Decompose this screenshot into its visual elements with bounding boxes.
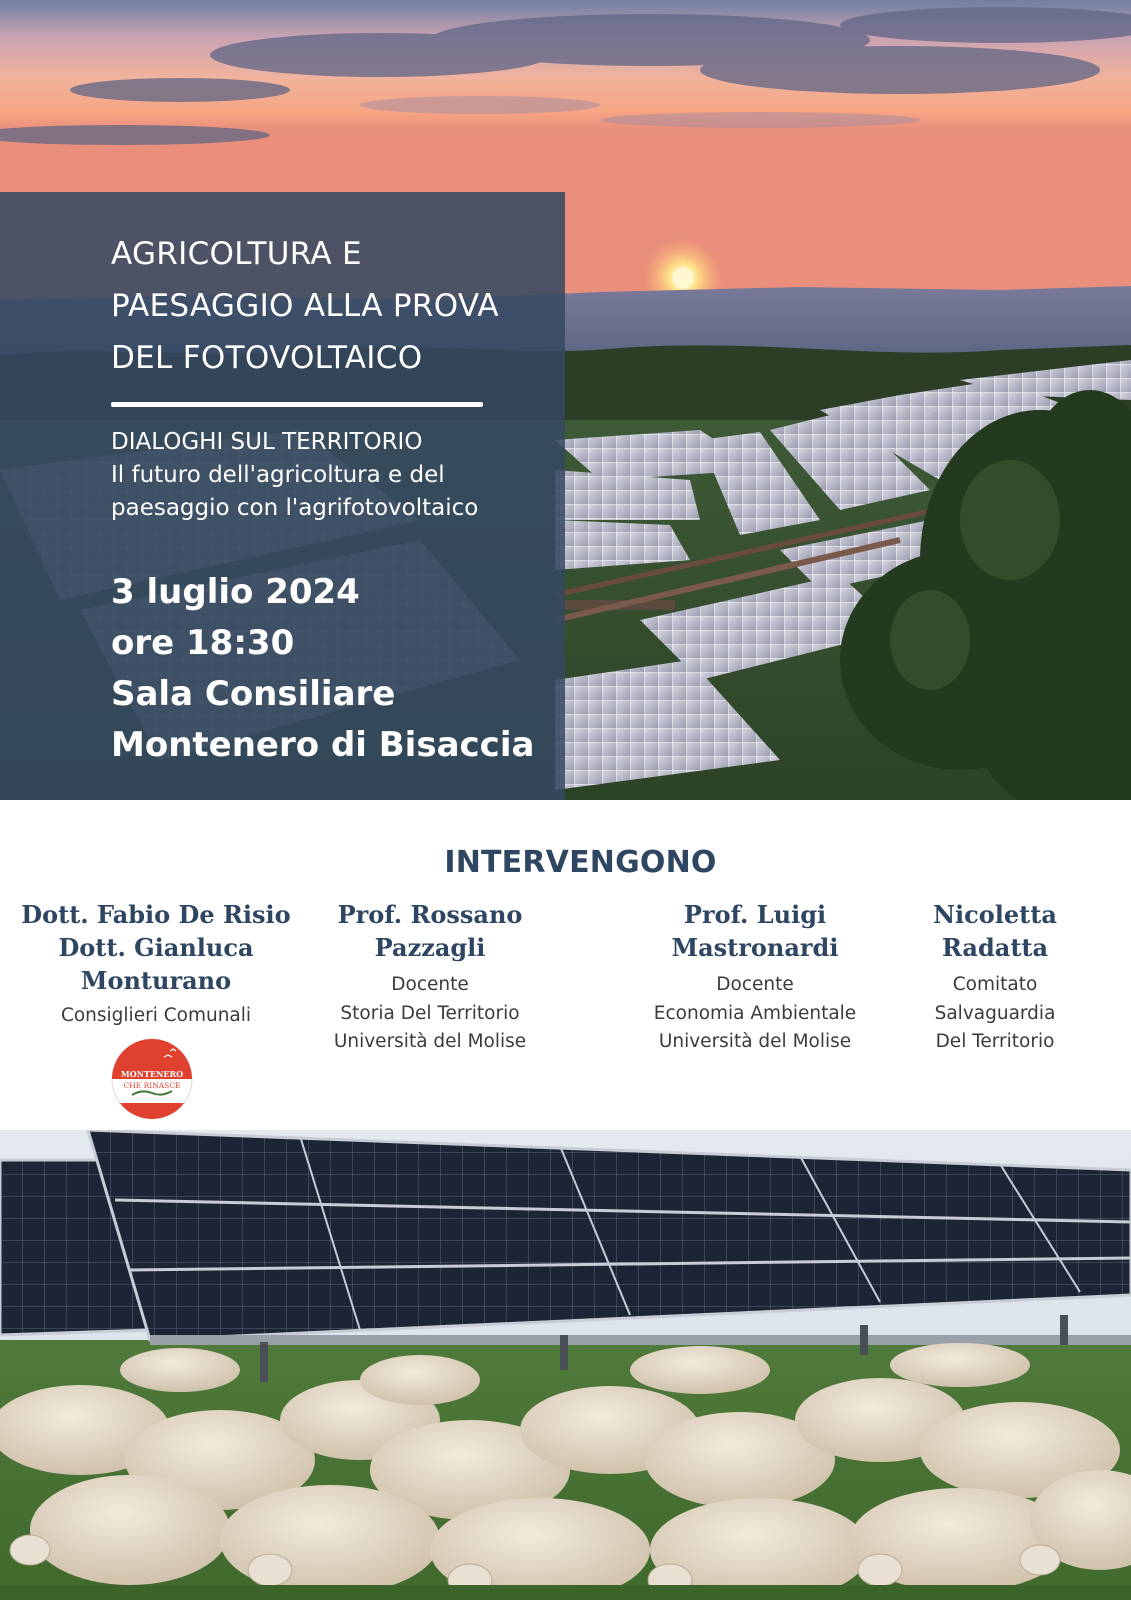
subtitle-line: DIALOGHI SUL TERRITORIO	[111, 429, 423, 455]
montenero-che-rinasce-logo	[110, 1037, 194, 1121]
event-venue: Sala Consiliare	[111, 674, 396, 714]
speaker-name-line: Dott. Fabio De Risio	[21, 900, 291, 929]
speaker-role-line: Economia Ambientale	[653, 1002, 857, 1024]
speaker-role-line: Consiglieri Comunali	[60, 1005, 252, 1026]
event-time: ore 18:30	[111, 623, 295, 663]
speaker-role-line: Università del Molise	[658, 1031, 852, 1052]
speaker-name-line: Pazzagli	[374, 933, 486, 962]
sheep-under-solar-panels-photo	[0, 1130, 1131, 1600]
speaker-name-line: Monturano	[80, 966, 232, 995]
subtitle-line: Il futuro dell'agricoltura e del	[111, 462, 445, 488]
speaker-name-line: Nicoletta	[933, 900, 1057, 929]
speaker-role-line: Comitato	[952, 974, 1038, 995]
title-line: PAESAGGIO ALLA PROVA	[111, 288, 499, 324]
speaker-role-line: Docente	[716, 974, 794, 995]
bottom-photo-section	[0, 1130, 1131, 1600]
speaker-card	[16, 898, 296, 1031]
event-subtitle	[111, 426, 563, 525]
logo-line-2: CHE RINASCE	[123, 1081, 181, 1090]
speakers-heading-wrap	[0, 845, 1131, 880]
event-town: Montenero di Bisaccia	[111, 725, 535, 765]
speaker-card	[900, 898, 1090, 1057]
event-title	[111, 228, 561, 384]
event-details	[111, 567, 534, 771]
speaker-name-line: Radatta	[941, 933, 1049, 962]
speaker-role-line: Storia Del Territorio	[340, 1002, 520, 1024]
speaker-role-line: Salvaguardia	[934, 1002, 1056, 1024]
speakers-heading: INTERVENGONO	[444, 845, 717, 880]
speaker-role-line: Università del Molise	[333, 1031, 527, 1052]
subtitle-line: paesaggio con l'agrifotovoltaico	[111, 495, 479, 521]
title-line: DEL FOTOVOLTAICO	[111, 340, 423, 376]
speaker-role-line: Del Territorio	[935, 1031, 1055, 1052]
speaker-name-line: Mastronardi	[671, 933, 839, 962]
speaker-role-line: Docente	[391, 974, 469, 995]
title-line: AGRICOLTURA E	[111, 236, 362, 272]
speaker-name-line: Prof. Luigi	[683, 900, 827, 929]
event-date: 3 luglio 2024	[111, 572, 360, 612]
title-divider	[111, 402, 483, 407]
speaker-name-line: Prof. Rossano	[337, 900, 523, 929]
speaker-card	[300, 898, 560, 1057]
speaker-card	[630, 898, 880, 1057]
speaker-name-line: Dott. Gianluca	[58, 933, 254, 962]
logo-line-1: MONTENERO	[120, 1069, 184, 1079]
